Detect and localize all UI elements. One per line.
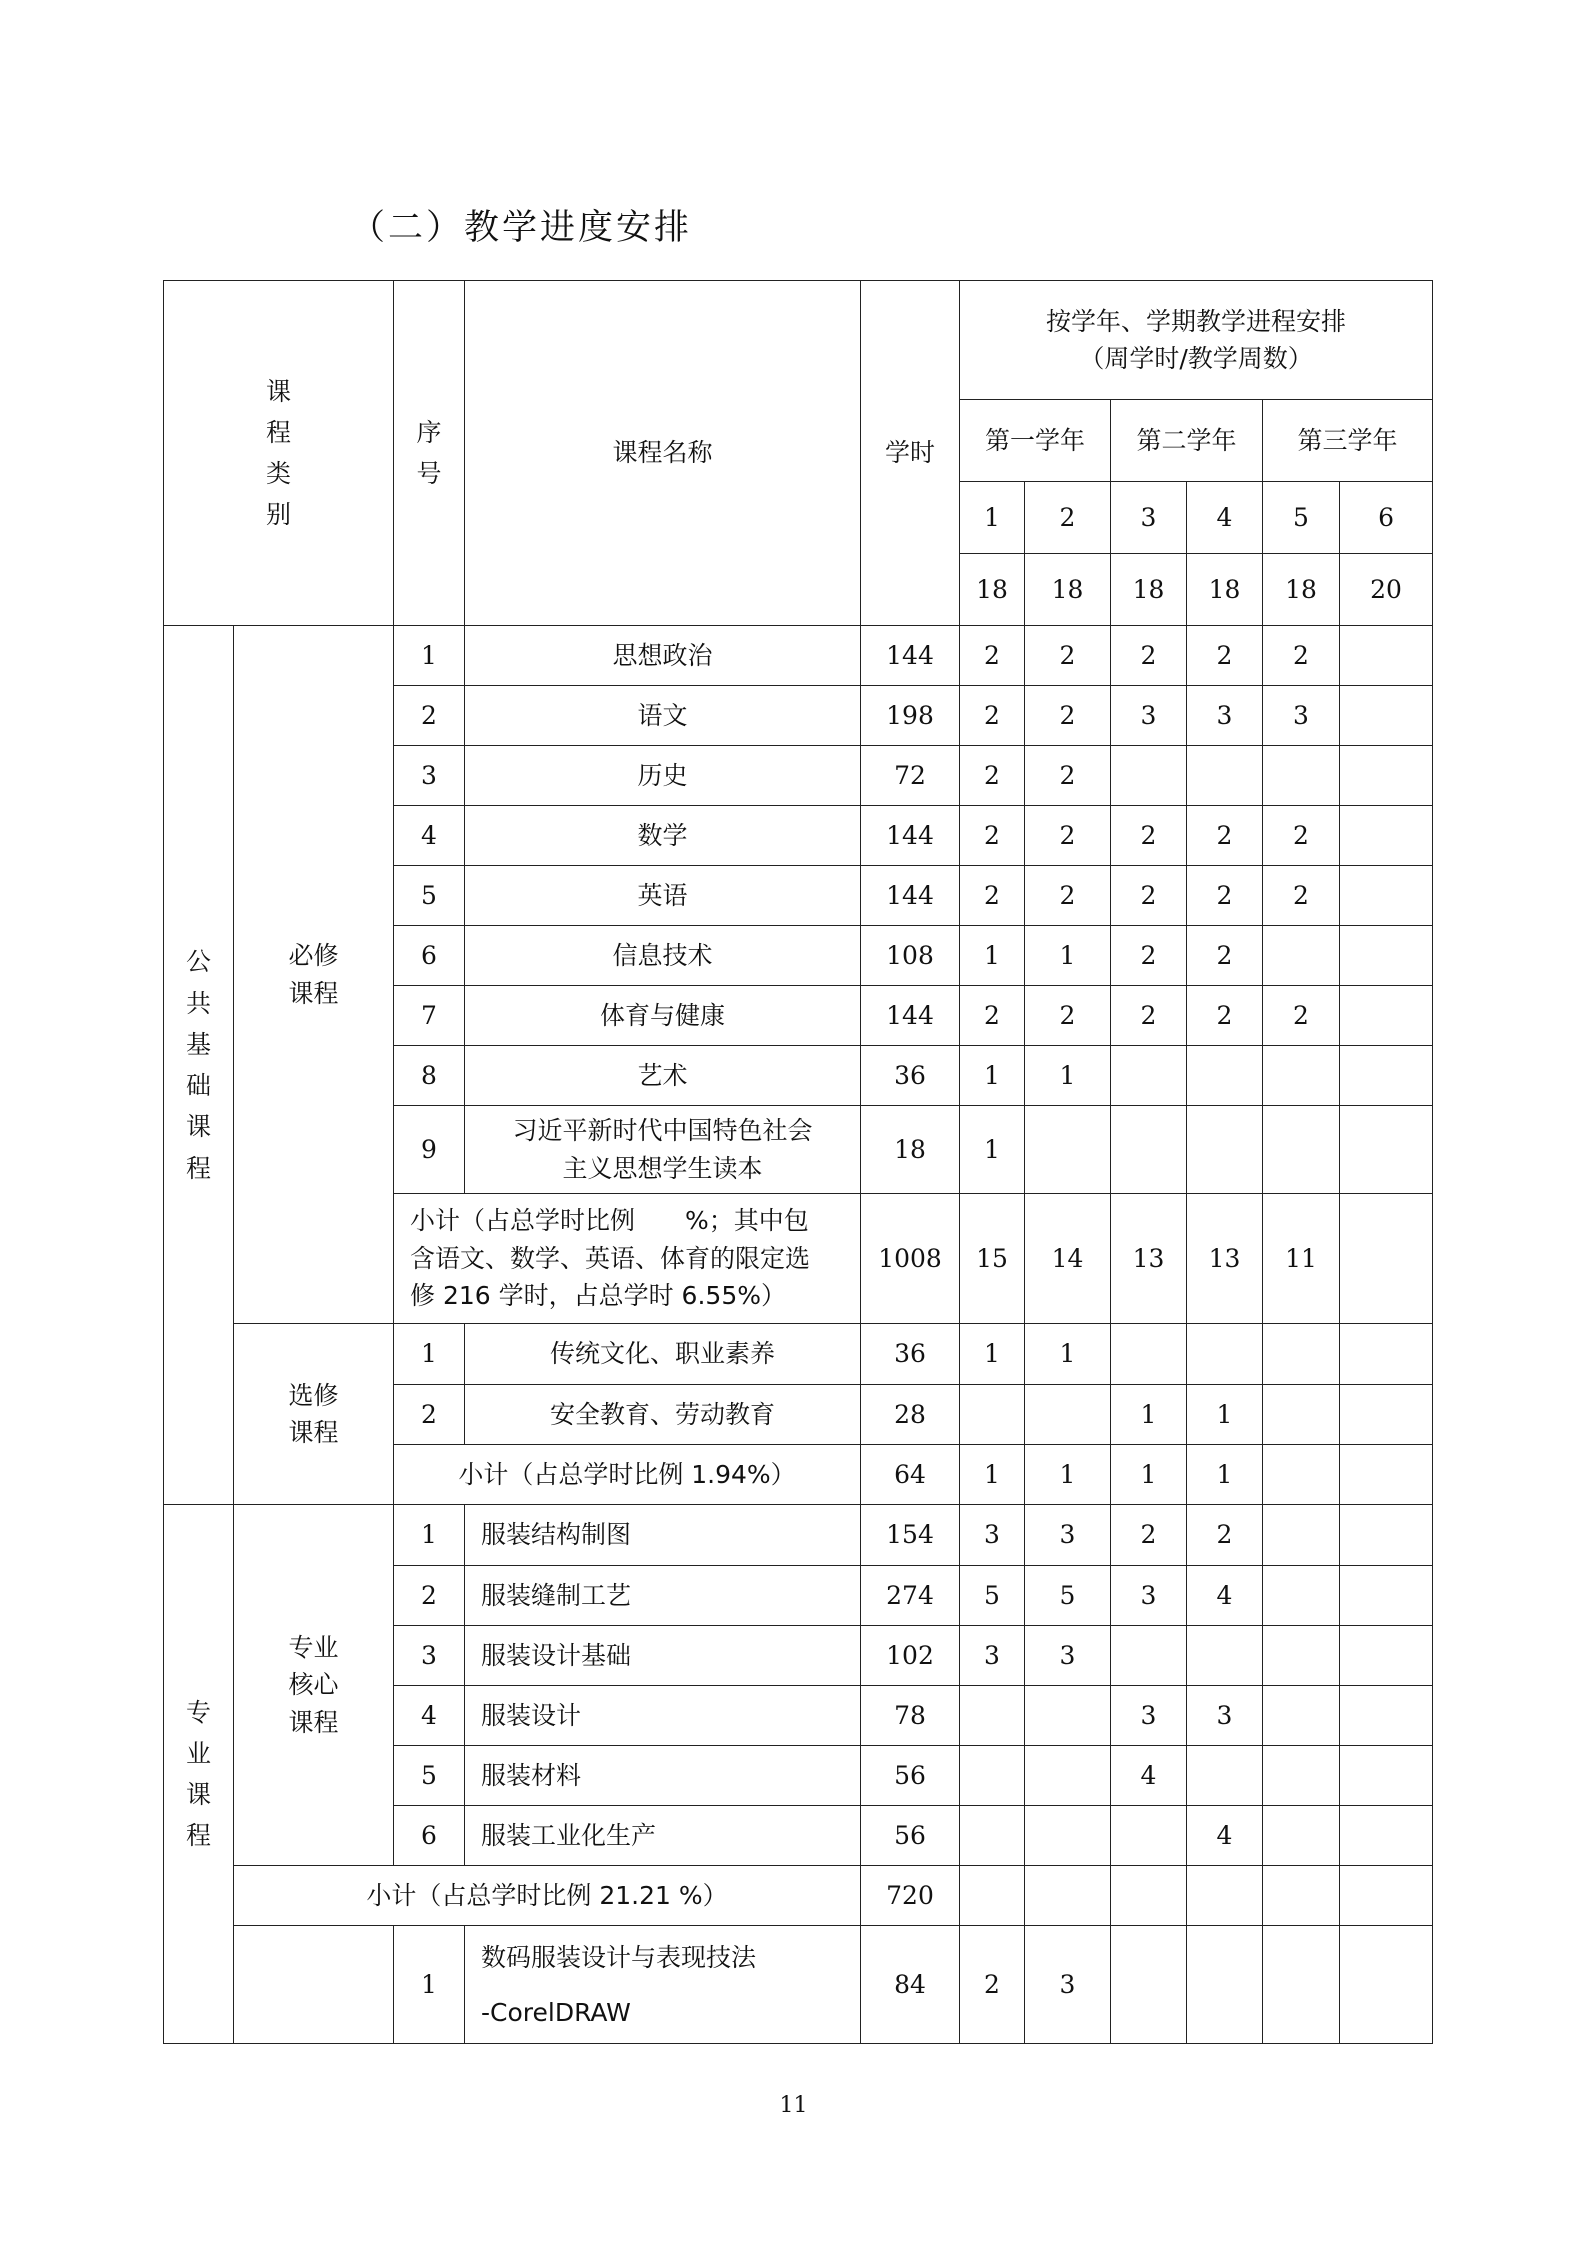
table-cell (1187, 1746, 1263, 1806)
subtotal-label: 小计（占总学时比例 21.21 %） (234, 1866, 861, 1926)
table-cell: 2 (1263, 806, 1340, 866)
table-cell: 信息技术 (465, 926, 861, 986)
table-cell: 2 (1025, 806, 1111, 866)
table-cell: 3 (960, 1505, 1025, 1566)
table-cell (1263, 1324, 1340, 1385)
table-cell: 3 (1025, 1626, 1111, 1686)
subtotal-label: 小计（占总学时比例 1.94%） (394, 1445, 861, 1505)
table-cell (960, 1806, 1025, 1866)
table-cell (1263, 1445, 1340, 1505)
header-weeks: 18 (1025, 554, 1111, 626)
course-name: 习近平新时代中国特色社会 主义思想学生读本 (465, 1106, 861, 1194)
table-cell: 1 (960, 1046, 1025, 1106)
table-cell (1187, 746, 1263, 806)
table-cell (1111, 1106, 1187, 1194)
table-cell (1263, 1626, 1340, 1686)
table-cell: 2 (960, 746, 1025, 806)
table-row (164, 1505, 1433, 1566)
table-cell: 2 (1025, 986, 1111, 1046)
table-cell (1340, 1626, 1433, 1686)
table-cell: 1 (960, 1106, 1025, 1194)
table-cell: 3 (1263, 686, 1340, 746)
table-cell (960, 1385, 1025, 1445)
table-cell (1111, 1324, 1187, 1385)
table-cell (1263, 1505, 1340, 1566)
table-cell: 数学 (465, 806, 861, 866)
table-row (164, 626, 1433, 686)
table-cell: 服装结构制图 (465, 1505, 861, 1566)
table-cell: 2 (394, 1385, 465, 1445)
table-cell: 1 (1025, 1445, 1111, 1505)
table-cell: 28 (861, 1385, 960, 1445)
table-cell: 服装缝制工艺 (465, 1566, 861, 1626)
table-cell: 1 (1187, 1445, 1263, 1505)
table-cell: 720 (861, 1866, 960, 1926)
table-cell (1340, 626, 1433, 686)
header-weeks: 20 (1340, 554, 1433, 626)
table-cell: 2 (1187, 626, 1263, 686)
table-cell: 144 (861, 986, 960, 1046)
table-cell: 2 (1111, 866, 1187, 926)
table-cell: 2 (1187, 986, 1263, 1046)
table-cell: 5 (960, 1566, 1025, 1626)
table-cell: 36 (861, 1046, 960, 1106)
header-hours: 学时 (861, 281, 960, 626)
table-cell: 102 (861, 1626, 960, 1686)
table-cell (1187, 1926, 1263, 2044)
header-weeks: 18 (1187, 554, 1263, 626)
table-cell: 2 (960, 866, 1025, 926)
table-cell: 2 (960, 986, 1025, 1046)
table-cell (1025, 1866, 1111, 1926)
table-cell: 3 (394, 746, 465, 806)
table-cell: 5 (394, 866, 465, 926)
table-cell (1263, 746, 1340, 806)
table-cell: 服装材料 (465, 1746, 861, 1806)
table-cell: 2 (1111, 806, 1187, 866)
table-cell (1340, 806, 1433, 866)
table-cell (1340, 1385, 1433, 1445)
table-cell: 1 (1025, 1324, 1111, 1385)
subtotal-label: 小计（占总学时比例 %；其中包 含语文、数学、英语、体育的限定选 修 216 学时，占总学时 6.55%） (394, 1194, 861, 1324)
header-arrangement: 按学年、学期教学进程安排 （周学时/教学周数） (960, 281, 1433, 400)
table-cell: 72 (861, 746, 960, 806)
table-cell: 2 (1187, 926, 1263, 986)
table-cell: 4 (1187, 1806, 1263, 1866)
table-cell (1263, 1046, 1340, 1106)
table-cell (1340, 1686, 1433, 1746)
table-cell: 15 (960, 1194, 1025, 1324)
table-cell: 1 (1187, 1385, 1263, 1445)
table-cell: 3 (1111, 686, 1187, 746)
table-cell: 2 (1187, 1505, 1263, 1566)
table-cell: 1008 (861, 1194, 960, 1324)
table-cell: 3 (1187, 686, 1263, 746)
table-cell: 108 (861, 926, 960, 986)
header-semester: 1 (960, 482, 1025, 554)
table-cell: 服装工业化生产 (465, 1806, 861, 1866)
table-cell (1263, 1746, 1340, 1806)
subcategory-core: 专业 核心 课程 (234, 1505, 394, 1866)
table-cell: 36 (861, 1324, 960, 1385)
table-cell: 3 (1187, 1686, 1263, 1746)
course-name: 数码服装设计与表现技法 -CorelDRAW (465, 1926, 861, 2044)
header-year-2: 第二学年 (1111, 400, 1263, 482)
table-cell: 2 (960, 806, 1025, 866)
header-course-name: 课程名称 (465, 281, 861, 626)
table-cell (1111, 1866, 1187, 1926)
table-cell (1025, 1686, 1111, 1746)
table-cell: 2 (960, 686, 1025, 746)
table-cell: 2 (1187, 866, 1263, 926)
table-cell (1340, 986, 1433, 1046)
table-cell: 5 (394, 1746, 465, 1806)
table-cell: 1 (394, 1324, 465, 1385)
table-cell (1187, 1046, 1263, 1106)
table-cell: 13 (1111, 1194, 1187, 1324)
table-cell: 艺术 (465, 1046, 861, 1106)
header-semester: 6 (1340, 482, 1433, 554)
table-cell: 1 (960, 1445, 1025, 1505)
table-cell: 体育与健康 (465, 986, 861, 1046)
table-cell (1111, 1046, 1187, 1106)
table-cell: 78 (861, 1686, 960, 1746)
table-cell: 2 (1025, 686, 1111, 746)
table-cell: 历史 (465, 746, 861, 806)
header-year-3: 第三学年 (1263, 400, 1433, 482)
table-cell: 4 (394, 806, 465, 866)
header-category: 课程类别 (164, 281, 394, 626)
table-cell: 3 (960, 1626, 1025, 1686)
table-cell: 3 (1111, 1686, 1187, 1746)
table-cell (1187, 1866, 1263, 1926)
table-cell (1263, 1806, 1340, 1866)
table-cell: 2 (1263, 986, 1340, 1046)
table-cell: 1 (960, 1324, 1025, 1385)
table-cell (1187, 1626, 1263, 1686)
table-cell: 2 (394, 686, 465, 746)
table-cell: 2 (1111, 986, 1187, 1046)
table-cell (960, 1746, 1025, 1806)
table-cell (1111, 1626, 1187, 1686)
table-cell (1340, 1106, 1433, 1194)
table-cell (1187, 1324, 1263, 1385)
table-cell: 2 (1025, 746, 1111, 806)
table-cell (960, 1866, 1025, 1926)
table-cell (1340, 1046, 1433, 1106)
table-cell (1340, 1445, 1433, 1505)
table-cell: 6 (394, 1806, 465, 1866)
table-cell: 3 (394, 1626, 465, 1686)
table-cell (1025, 1806, 1111, 1866)
table-cell (1340, 1324, 1433, 1385)
table-cell: 3 (1025, 1926, 1111, 2044)
table-cell: 8 (394, 1046, 465, 1106)
page-number: 11 (779, 2093, 808, 2118)
table-cell (1340, 1566, 1433, 1626)
table-cell: 13 (1187, 1194, 1263, 1324)
header-weeks: 18 (1263, 554, 1340, 626)
table-cell: 2 (1025, 866, 1111, 926)
table-cell (1025, 1106, 1111, 1194)
table-cell: 11 (1263, 1194, 1340, 1324)
teaching-schedule-table (163, 280, 1433, 2044)
table-cell (1340, 1505, 1433, 1566)
table-cell: 1 (960, 926, 1025, 986)
table-cell: 2 (1111, 626, 1187, 686)
table-cell (1111, 1806, 1187, 1866)
table-cell: 2 (1187, 806, 1263, 866)
table-cell (1111, 746, 1187, 806)
subcategory-required: 必修 课程 (234, 626, 394, 1324)
table-cell: 6 (394, 926, 465, 986)
table-cell (1263, 1926, 1340, 2044)
table-cell: 18 (861, 1106, 960, 1194)
table-cell: 154 (861, 1505, 960, 1566)
table-cell (960, 1686, 1025, 1746)
table-cell: 1 (394, 1926, 465, 2044)
table-cell: 56 (861, 1746, 960, 1806)
table-cell: 5 (1025, 1566, 1111, 1626)
category-professional: 专业课程 (164, 1505, 234, 2044)
subtotal-row (164, 1866, 1433, 1926)
table-cell (1340, 746, 1433, 806)
table-cell (1187, 1106, 1263, 1194)
header-semester: 4 (1187, 482, 1263, 554)
table-cell: 144 (861, 626, 960, 686)
header-weeks: 18 (1111, 554, 1187, 626)
table-cell: 1 (394, 1505, 465, 1566)
table-cell: 1 (1025, 926, 1111, 986)
table-cell: 英语 (465, 866, 861, 926)
table-cell: 2 (394, 1566, 465, 1626)
table-cell (1340, 1926, 1433, 2044)
table-cell: 2 (960, 626, 1025, 686)
table-cell: 14 (1025, 1194, 1111, 1324)
table-cell: 274 (861, 1566, 960, 1626)
table-cell: 198 (861, 686, 960, 746)
table-cell (1263, 926, 1340, 986)
table-cell (1025, 1385, 1111, 1445)
table-cell: 1 (1111, 1385, 1187, 1445)
table-cell: 传统文化、职业素养 (465, 1324, 861, 1385)
table-cell: 9 (394, 1106, 465, 1194)
table-cell (1263, 1566, 1340, 1626)
table-cell (1263, 1866, 1340, 1926)
table-cell (1340, 866, 1433, 926)
table-cell: 2 (1025, 626, 1111, 686)
table-cell: 144 (861, 866, 960, 926)
header-semester: 5 (1263, 482, 1340, 554)
header-year-1: 第一学年 (960, 400, 1111, 482)
table-cell (1111, 1926, 1187, 2044)
table-cell: 3 (1025, 1505, 1111, 1566)
table-cell: 思想政治 (465, 626, 861, 686)
table-cell: 3 (1111, 1566, 1187, 1626)
table-cell (1263, 1385, 1340, 1445)
table-cell (1025, 1746, 1111, 1806)
page-title: （二）教学进度安排 (350, 208, 693, 248)
table-cell: 语文 (465, 686, 861, 746)
category-public: 公共基础课程 (164, 626, 234, 1505)
table-cell: 4 (394, 1686, 465, 1746)
table-cell (1340, 686, 1433, 746)
subcategory-empty (234, 1926, 394, 2044)
table-cell: 4 (1111, 1746, 1187, 1806)
table-row (164, 1324, 1433, 1385)
table-cell (1263, 1686, 1340, 1746)
table-cell: 2 (1111, 926, 1187, 986)
table-cell (1340, 926, 1433, 986)
table-cell: 7 (394, 986, 465, 1046)
header-semester: 3 (1111, 482, 1187, 554)
table-cell (1263, 1106, 1340, 1194)
table-cell: 1 (1111, 1445, 1187, 1505)
table-cell: 服装设计 (465, 1686, 861, 1746)
table-cell: 2 (1263, 866, 1340, 926)
table-cell (1340, 1806, 1433, 1866)
table-cell: 84 (861, 1926, 960, 2044)
table-cell (1340, 1866, 1433, 1926)
table-cell: 1 (394, 626, 465, 686)
header-seq: 序号 (394, 281, 465, 626)
table-cell: 安全教育、劳动教育 (465, 1385, 861, 1445)
table-cell: 1 (1025, 1046, 1111, 1106)
table-cell: 56 (861, 1806, 960, 1866)
header-semester: 2 (1025, 482, 1111, 554)
table-cell: 2 (1263, 626, 1340, 686)
subcategory-elective: 选修 课程 (234, 1324, 394, 1505)
table-cell (1340, 1746, 1433, 1806)
table-cell: 2 (1111, 1505, 1187, 1566)
table-cell: 144 (861, 806, 960, 866)
table-cell: 服装设计基础 (465, 1626, 861, 1686)
table-cell (1340, 1194, 1433, 1324)
table-cell: 2 (960, 1926, 1025, 2044)
table-row (164, 1926, 1433, 2044)
header-weeks: 18 (960, 554, 1025, 626)
table-cell: 4 (1187, 1566, 1263, 1626)
table-cell: 64 (861, 1445, 960, 1505)
